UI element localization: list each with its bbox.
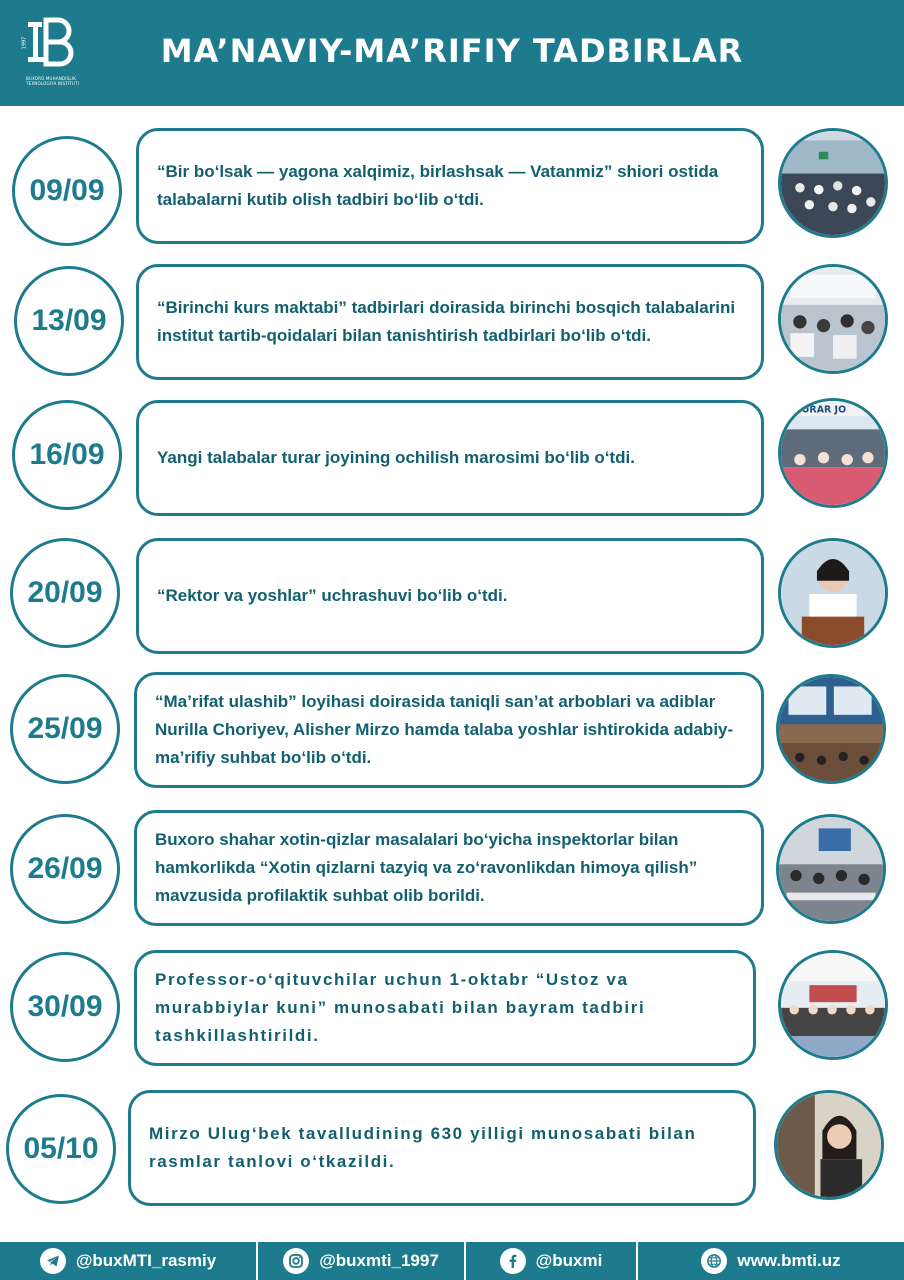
event-date: 30/09 <box>27 990 103 1023</box>
institute-logo-icon <box>24 16 74 84</box>
event-row <box>0 810 904 940</box>
speaker-photo-icon <box>781 541 885 645</box>
event-card <box>134 672 764 788</box>
event-card <box>136 264 764 380</box>
event-date: 13/09 <box>31 304 107 337</box>
event-date: 25/09 <box>27 712 103 745</box>
event-text: Professor-o‘qituvchilar uchun 1-oktabr “Ustoz va murabbiylar kuni” munosabati bilan bayram tadbiri tashkillashtirildi. <box>155 970 646 1045</box>
logo-caption: BUXORO MUHANDISLIK TEXNOLOGIYA INSTITUTI <box>26 76 80 86</box>
footer-bar <box>0 1242 904 1280</box>
event-text: “Birinchi kurs maktabi” tadbirlari doirasida birinchi bosqich talabalarini institut tartib-qoidalari bilan tanishtirish tadbirlari bo‘lib o‘tdi. <box>157 298 736 345</box>
event-row <box>0 538 904 668</box>
date-circle <box>10 952 120 1062</box>
ceremony-photo-icon <box>781 401 885 505</box>
event-card <box>136 400 764 516</box>
event-date: 16/09 <box>29 438 105 471</box>
event-text: Mirzo Ulug‘bek tavalludining 630 yilligi munosabati bilan rasmlar tanlovi o‘tkazildi. <box>149 1124 697 1171</box>
event-row <box>0 262 904 392</box>
event-date: 26/09 <box>27 852 103 885</box>
date-circle <box>12 400 122 510</box>
event-date: 05/10 <box>23 1132 99 1165</box>
date-circle <box>6 1094 116 1204</box>
telegram-icon <box>40 1248 66 1274</box>
event-row <box>0 398 904 528</box>
event-photo <box>776 814 886 924</box>
event-row <box>0 1088 904 1218</box>
crowd-photo-icon <box>781 131 885 235</box>
event-text: Buxoro shahar xotin-qizlar masalalari bo‘yicha inspektorlar bilan hamkorlikda “Xotin qizlarni tazyiq va zo‘ravonlikdan himoya qilish” mavzusida profilaktik suhbat olib borildi. <box>155 830 698 905</box>
event-date: 09/09 <box>29 174 105 207</box>
website-url: www.bmti.uz <box>737 1251 841 1270</box>
classroom-photo-icon <box>781 267 885 371</box>
event-row <box>0 948 904 1078</box>
event-photo <box>776 674 886 784</box>
telegram-handle: @buxMTI_rasmiy <box>75 1251 217 1270</box>
drawing-contest-photo-icon <box>777 1093 881 1197</box>
instagram-handle: @buxmti_1997 <box>319 1251 439 1270</box>
holiday-photo-icon <box>781 953 885 1057</box>
event-card <box>136 128 764 244</box>
event-photo <box>774 1090 884 1200</box>
event-text: “Ma’rifat ulashib” loyihasi doirasida taniqli san’at arboblari va adiblar Nurilla Choriyev, Alisher Mirzo hamda talaba yoshlar ishtirokida adabiy-ma’rifiy suhbat bo‘lib o‘tdi. <box>155 692 734 767</box>
instagram-icon <box>283 1248 309 1274</box>
header-bar <box>0 0 904 106</box>
website-link[interactable] <box>636 1242 904 1280</box>
event-card <box>136 538 764 654</box>
event-card <box>128 1090 756 1206</box>
instagram-link[interactable] <box>256 1242 464 1280</box>
event-date: 20/09 <box>27 576 103 609</box>
date-circle <box>10 538 120 648</box>
auditorium-photo-icon <box>779 677 883 781</box>
event-photo <box>778 950 888 1060</box>
event-text: Yangi talabalar turar joyining ochilish marosimi bo‘lib o‘tdi. <box>157 448 635 467</box>
logo-year: 1997 <box>21 36 28 50</box>
event-photo <box>778 128 888 238</box>
facebook-link[interactable] <box>464 1242 636 1280</box>
event-row <box>0 670 904 800</box>
event-card <box>134 950 756 1066</box>
event-photo <box>778 264 888 374</box>
facebook-icon <box>500 1248 526 1274</box>
event-text: “Bir bo‘lsak — yagona xalqimiz, birlashsak — Vatanmiz” shiori ostida talabalarni kutib olish tadbiri bo‘lib o‘tdi. <box>157 162 719 209</box>
telegram-link[interactable] <box>0 1242 256 1280</box>
event-row <box>0 126 904 256</box>
seminar-photo-icon <box>779 817 883 921</box>
facebook-handle: @buxmi <box>535 1251 603 1270</box>
event-photo <box>778 538 888 648</box>
event-photo <box>778 398 888 508</box>
date-circle <box>12 136 122 246</box>
event-text: “Rektor va yoshlar” uchrashuvi bo‘lib o‘tdi. <box>157 586 508 605</box>
date-circle <box>10 674 120 784</box>
page-title: MA’NAVIY-MA’RIFIY TADBIRLAR <box>160 32 744 70</box>
photo-caption: R TURAR JO <box>784 404 847 416</box>
date-circle <box>10 814 120 924</box>
event-card <box>134 810 764 926</box>
date-circle <box>14 266 124 376</box>
globe-icon <box>701 1248 727 1274</box>
